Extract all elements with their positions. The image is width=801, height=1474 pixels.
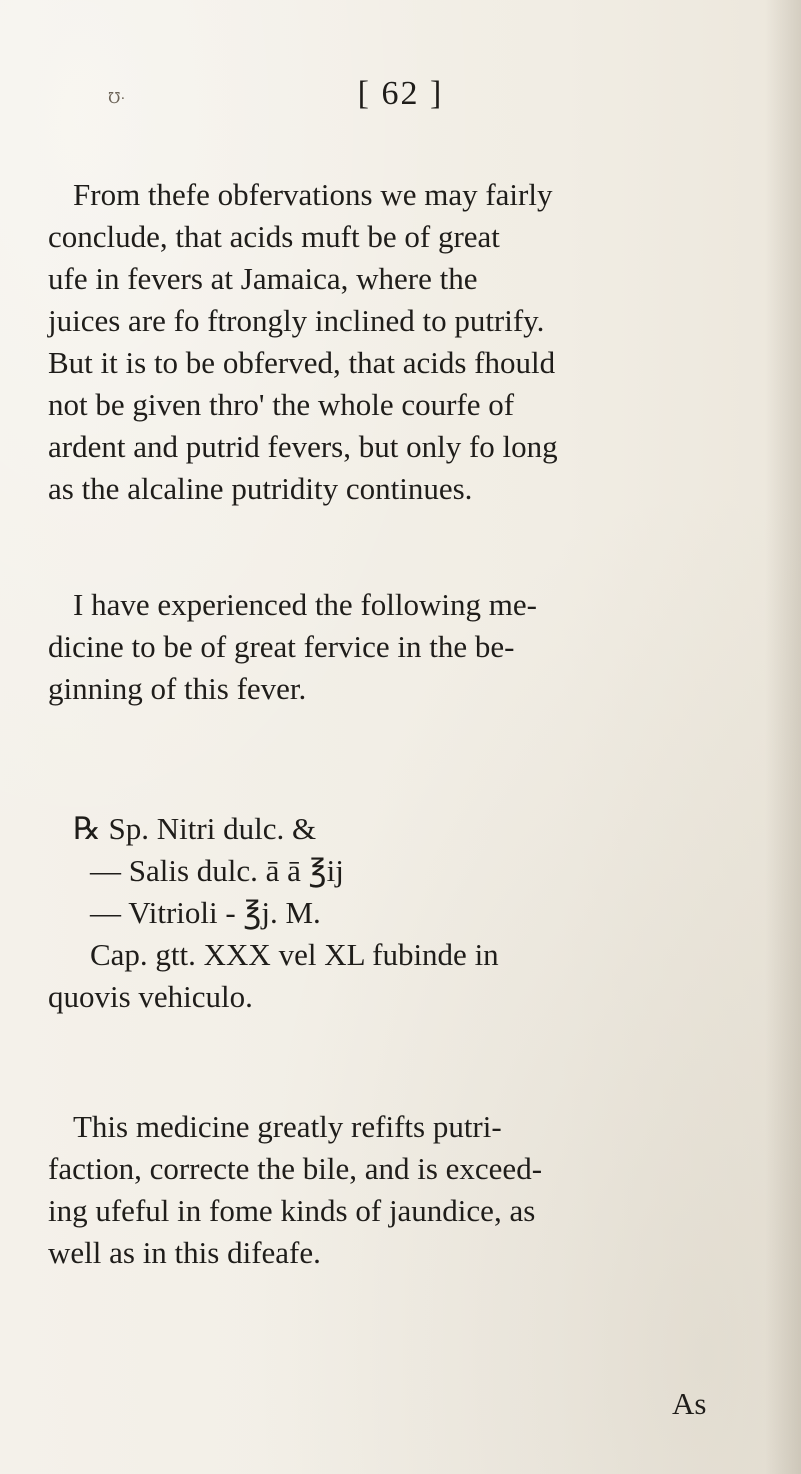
recipe-line: quovis vehiculo.: [48, 979, 253, 1014]
paragraph-3-line: This medicine greatly refifts putri-: [73, 1109, 502, 1144]
paragraph-1-line: as the alcaline putridity continues.: [48, 471, 473, 506]
paragraph-2-line: I have experienced the following me-: [73, 587, 537, 622]
paragraph-1-line: ufe in fevers at Jamaica, where the: [48, 261, 478, 296]
paragraph-1-line: juices are fo ftrongly inclined to putrify.: [48, 303, 545, 338]
recipe-line: — Salis dulc. ā ā ℥ij: [90, 853, 344, 888]
recipe-block: [48, 808, 733, 1018]
recipe-line: ℞ Sp. Nitri dulc. &: [73, 811, 317, 846]
paragraph-1-line: From thefe obfervations we may fairly: [73, 177, 553, 212]
corner-mark: ℧·: [108, 91, 126, 107]
paragraph-2: [48, 584, 748, 710]
paragraph-3: [48, 1106, 748, 1274]
paragraph-2-line: ginning of this fever.: [48, 671, 307, 706]
paragraph-2-line: dicine to be of great fervice in the be-: [48, 629, 515, 664]
paragraph-1-line: conclude, that acids muft be of great: [48, 219, 500, 254]
paragraph-3-line: faction, correcte the bile, and is exceed-: [48, 1151, 543, 1186]
paragraph-3-line: ing ufeful in fome kinds of jaundice, as: [48, 1193, 536, 1228]
paragraph-1-line: But it is to be obferved, that acids fhould: [48, 345, 556, 380]
paragraph-1-line: ardent and putrid fevers, but only fo long: [48, 429, 558, 464]
paragraph-1: [48, 174, 748, 510]
recipe-line: Cap. gtt. XXX vel XL fubinde in: [90, 937, 499, 972]
recipe-line: — Vitrioli - ℥j. M.: [90, 895, 321, 930]
paragraph-1-line: not be given thro' the whole courfe of: [48, 387, 515, 422]
catchword: As: [672, 1386, 707, 1421]
paragraph-3-line: well as in this difeafe.: [48, 1235, 321, 1270]
page-header: [ 62 ]: [357, 75, 444, 112]
page-edge-shadow: [765, 0, 801, 1474]
